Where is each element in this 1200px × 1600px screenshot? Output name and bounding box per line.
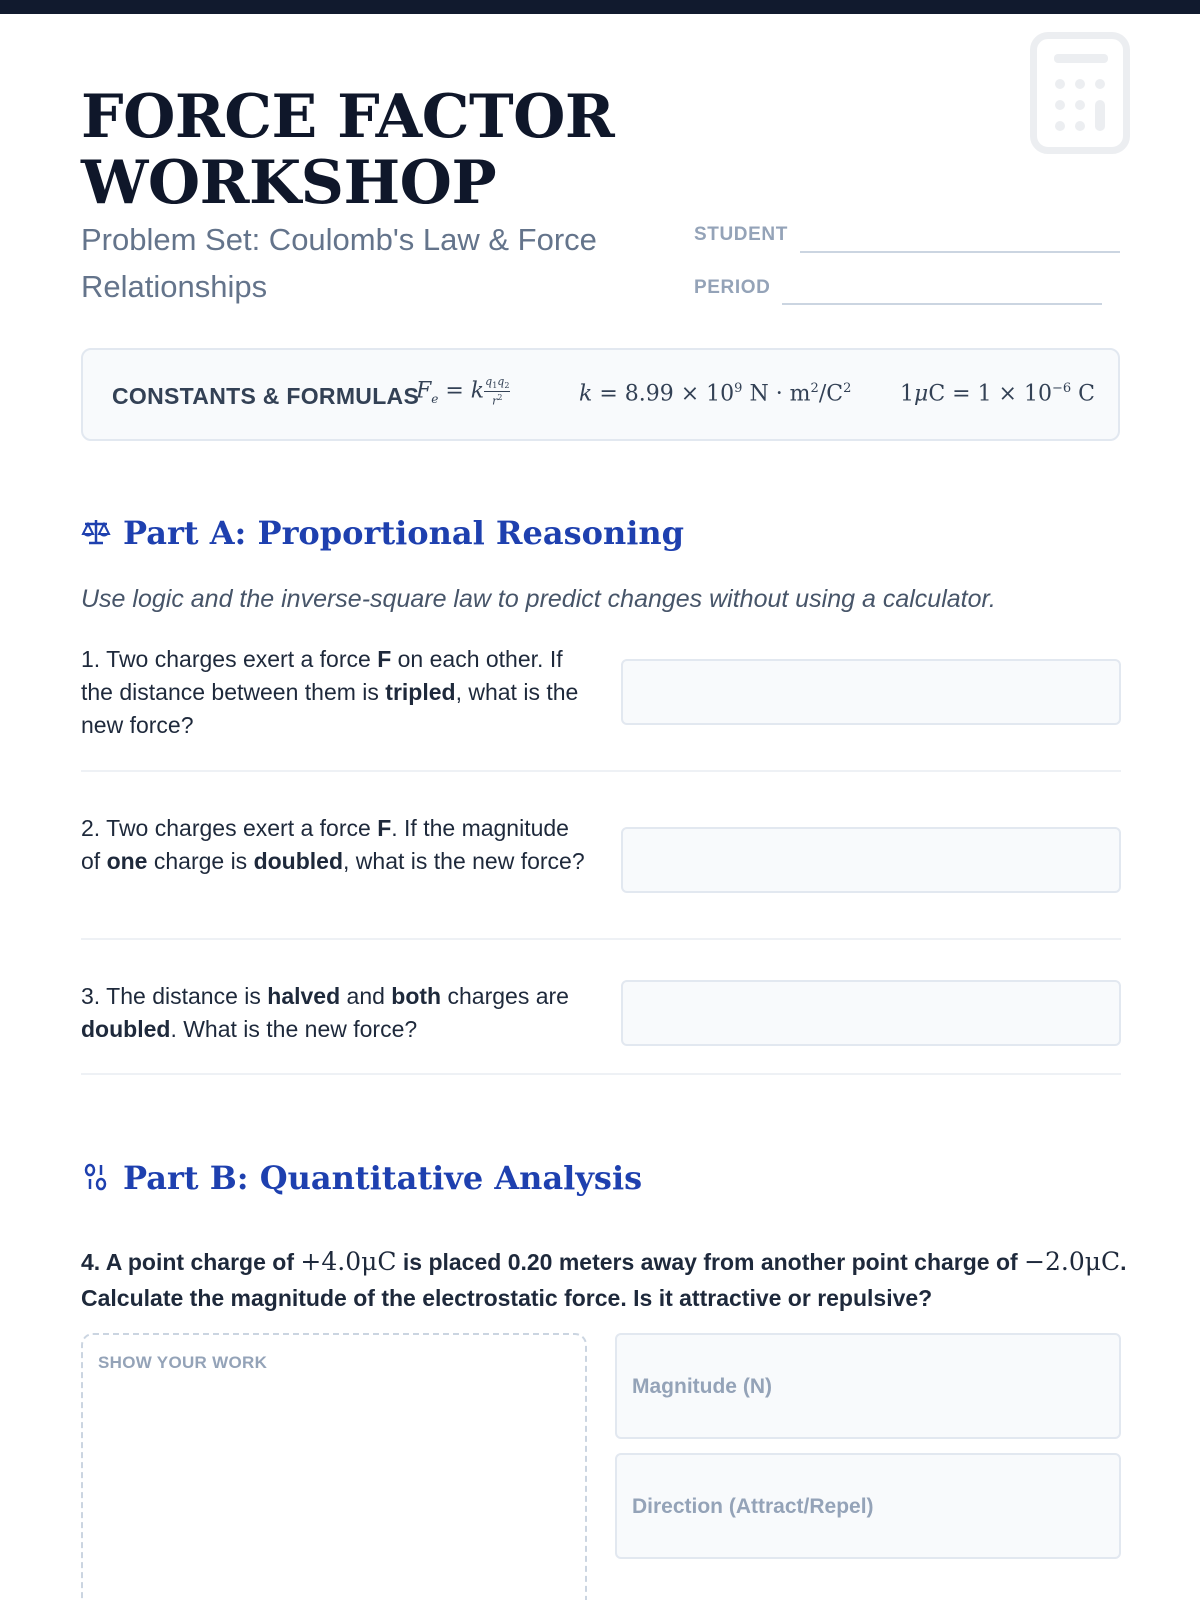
calculator-icon bbox=[1030, 32, 1130, 154]
part-b-title: Part B: Quantitative Analysis bbox=[123, 1159, 643, 1197]
direction-placeholder: Direction (Attract/Repel) bbox=[632, 1495, 874, 1518]
magnitude-placeholder: Magnitude (N) bbox=[632, 1375, 772, 1398]
question-3: 3. The distance is halved and both charges are doubled. What is the new force? bbox=[81, 983, 569, 1042]
answer-box-1[interactable] bbox=[621, 659, 1121, 725]
coulomb-formula: $F_e = k$ $\frac{q_1q_2}{r^2}$ bbox=[416, 375, 510, 408]
question-2: 2. Two charges exert a force F. If the magnitude of one charge is doubled, what is the new force? bbox=[81, 815, 585, 874]
balance-scale-icon bbox=[81, 516, 111, 556]
part-a-heading bbox=[81, 513, 684, 556]
period-field[interactable] bbox=[782, 303, 1102, 305]
question-4: 4. A point charge of +4.0μC is placed 0.20 meters away from another point charge of −2.0μC. Calculate the magnitude of the electrostatic force. Is it attractive or repulsive? bbox=[81, 1247, 1127, 1311]
constants-title: CONSTANTS & FORMULAS bbox=[112, 383, 420, 409]
page-subtitle: Problem Set: Coulomb's Law & Force Relationships bbox=[81, 222, 597, 304]
question-1: 1. Two charges exert a force F on each other. If the distance between them is tripled, what is the new force? bbox=[81, 646, 579, 738]
constants-panel bbox=[81, 348, 1120, 441]
top-bar bbox=[0, 0, 1200, 14]
binary-icon bbox=[81, 1161, 111, 1201]
answer-box-3[interactable] bbox=[621, 980, 1121, 1046]
divider bbox=[81, 770, 1121, 772]
coulomb-constant: $k = 8.99 \times 10^9$ $N \cdot m^2/C^2$ bbox=[579, 381, 852, 407]
answer-box-2[interactable] bbox=[621, 827, 1121, 893]
microcoulomb-conversion: $1\mu C = 1 \times 10^{-6}$ C bbox=[900, 381, 1095, 407]
part-a-instructions: Use logic and the inverse-square law to predict changes without using a calculator. bbox=[81, 585, 996, 613]
direction-field[interactable] bbox=[615, 1453, 1121, 1559]
student-label: STUDENT bbox=[694, 224, 788, 245]
part-b-heading bbox=[81, 1158, 642, 1201]
student-name-field[interactable] bbox=[800, 251, 1120, 253]
work-area[interactable] bbox=[81, 1333, 587, 1600]
page-title: FORCE FACTOR WORKSHOP bbox=[81, 82, 615, 218]
divider bbox=[81, 1073, 1121, 1075]
divider bbox=[81, 938, 1121, 940]
magnitude-field[interactable] bbox=[615, 1333, 1121, 1439]
part-a-title: Part A: Proportional Reasoning bbox=[123, 514, 685, 552]
work-area-label: SHOW YOUR WORK bbox=[98, 1353, 268, 1372]
period-label: PERIOD bbox=[694, 277, 771, 298]
